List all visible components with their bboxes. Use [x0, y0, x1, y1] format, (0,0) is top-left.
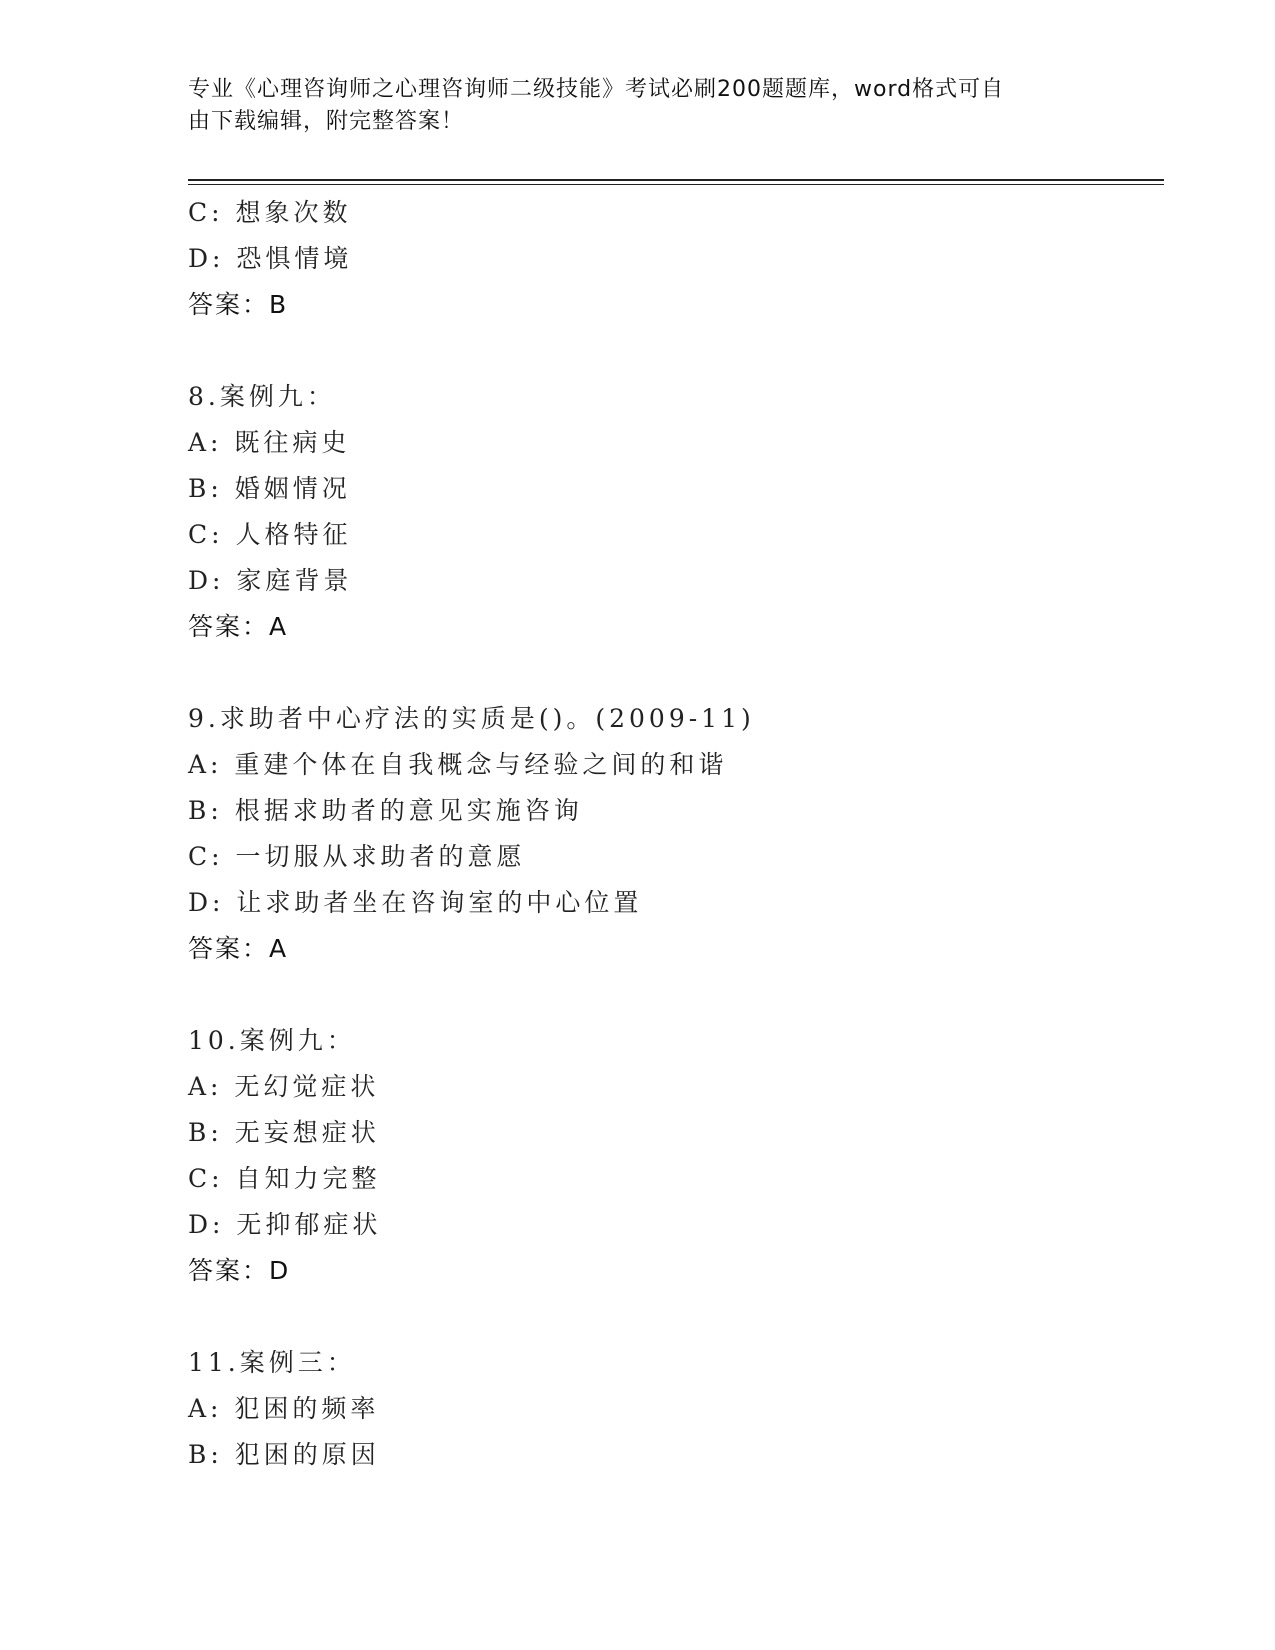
option-b: B: 根据求助者的意见实施咨询: [188, 796, 583, 825]
header-line-1: 专业《心理咨询师之心理咨询师二级技能》考试必刷200题题库，word格式可自: [188, 77, 1005, 102]
option-a: A: 犯困的频率: [188, 1394, 380, 1423]
option-d: D: 恐惧情境: [188, 244, 353, 273]
answer-label: 答案：A: [188, 934, 289, 963]
option-d: D: 无抑郁症状: [188, 1210, 382, 1239]
option-c: C: 人格特征: [188, 520, 352, 549]
option-a: A: 既往病史: [188, 428, 351, 457]
option-d: D: 让求助者坐在咨询室的中心位置: [188, 888, 643, 917]
option-c: C: 一切服从求助者的意愿: [188, 842, 526, 871]
answer-label: 答案：B: [188, 290, 289, 319]
option-a: A: 重建个体在自我概念与经验之间的和谐: [188, 750, 728, 779]
header-line-2: 由下载编辑，附完整答案！: [188, 109, 465, 134]
answer-label: 答案：D: [188, 1256, 291, 1285]
option-d: D: 家庭背景: [188, 566, 353, 595]
header-divider-thin: [188, 184, 1164, 185]
option-b: B: 无妄想症状: [188, 1118, 380, 1147]
header-divider-thick: [188, 179, 1164, 181]
option-c: C: 自知力完整: [188, 1164, 381, 1193]
option-a: A: 无幻觉症状: [188, 1072, 380, 1101]
question-title: 10.案例九：: [188, 1026, 356, 1055]
option-b: B: 犯困的原因: [188, 1440, 380, 1469]
question-list: [188, 190, 1148, 1478]
option-c: C: 想象次数: [188, 198, 352, 227]
answer-label: 答案：A: [188, 612, 289, 641]
question-title: 9.求助者中心疗法的实质是()。(2009-11): [188, 704, 755, 733]
document-header: [188, 74, 1068, 138]
option-b: B: 婚姻情况: [188, 474, 351, 503]
question-title: 11.案例三：: [188, 1348, 356, 1377]
question-title: 8.案例九：: [188, 382, 336, 411]
